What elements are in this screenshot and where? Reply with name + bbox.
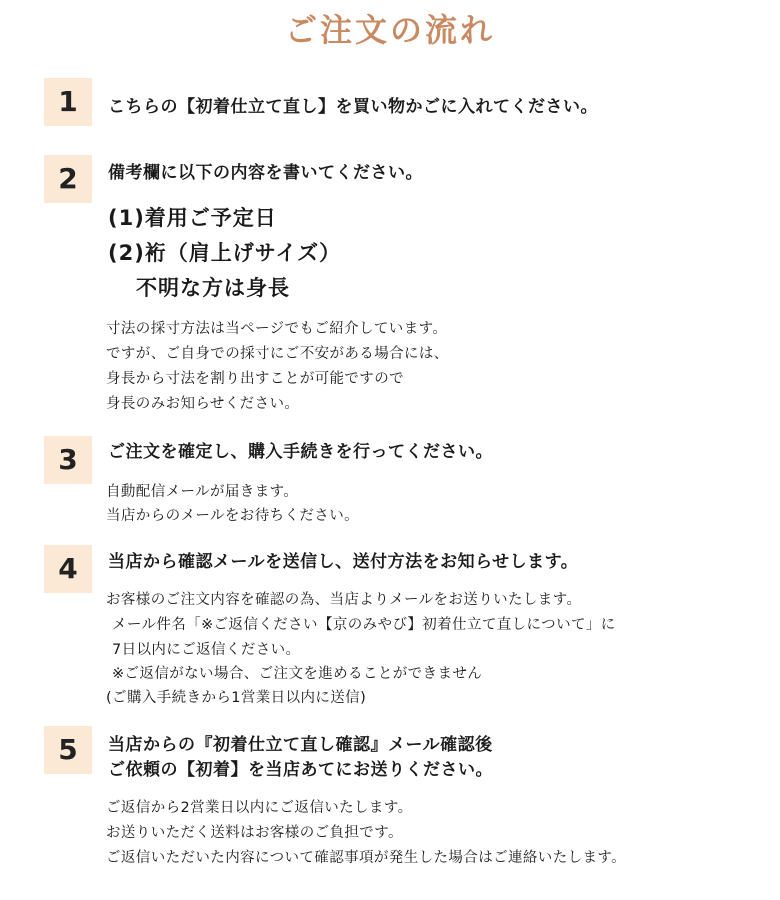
step-2-heading: 備考欄に以下の内容を書いてください。: [108, 163, 423, 183]
step-2-body-line: 身長から寸法を割り出すことが可能ですので: [106, 371, 404, 387]
step-2-highlight-2: (2)裄（肩上げサイズ）: [108, 241, 342, 265]
step-2-highlight-1: (1)着用ご予定日: [108, 206, 277, 230]
step-4-body-line: メール件名「※ご返信ください【京のみやび】初着仕立て直しについて」に: [112, 617, 616, 633]
step-number-2: 2: [44, 155, 92, 203]
step-3-heading: ご注文を確定し、購入手続きを行ってください。: [108, 442, 493, 462]
step-4-heading: 当店から確認メールを送信し、送付方法をお知らせします。: [108, 552, 579, 572]
step-1-heading: こちらの【初着仕立て直し】を買い物かごに入れてください。: [108, 97, 598, 117]
step-number-5: 5: [44, 726, 92, 774]
step-4-body-line: 7日以内にご返信ください。: [112, 642, 301, 658]
step-4-body-line: お客様のご注文内容を確認の為、当店よりメールをお送りいたします。: [106, 592, 582, 608]
step-number-4: 4: [44, 545, 92, 593]
step-4-body-line: (ご購入手続きから1営業日以内に送信): [106, 690, 367, 706]
step-5-heading-line-1: 当店からの『初着仕立て直し確認』メール確認後: [108, 735, 493, 755]
step-5-body-line: お送りいただく送料はお客様のご負担です。: [106, 825, 403, 841]
step-4-body-line: ※ご返信がない場合、ご注文を進めることができません: [112, 666, 483, 682]
step-number-3: 3: [44, 436, 92, 484]
step-5-body-line: ご返信いただいた内容について確認事項が発生した場合はご連絡いたします。: [106, 850, 627, 866]
step-3-body-line: 当店からのメールをお待ちください。: [106, 508, 360, 524]
step-2-body-line: 寸法の採寸方法は当ページでもご紹介しています。: [106, 321, 448, 337]
step-number-1: 1: [44, 78, 92, 126]
step-2-body-line: 身長のみお知らせください。: [106, 396, 300, 412]
page-title: ご注文の流れ: [284, 11, 495, 49]
step-2-highlight-3: 不明な方は身長: [136, 276, 290, 300]
step-2-body-line: ですが、ご自身での採寸にご不安がある場合には、: [106, 346, 449, 362]
step-5-body-line: ご返信から2営業日以内にご返信いたします。: [106, 800, 413, 816]
step-3-body-line: 自動配信メールが届きます。: [106, 484, 299, 500]
step-5-heading-line-2: ご依頼の【初着】を当店あてにお送りください。: [108, 760, 493, 780]
